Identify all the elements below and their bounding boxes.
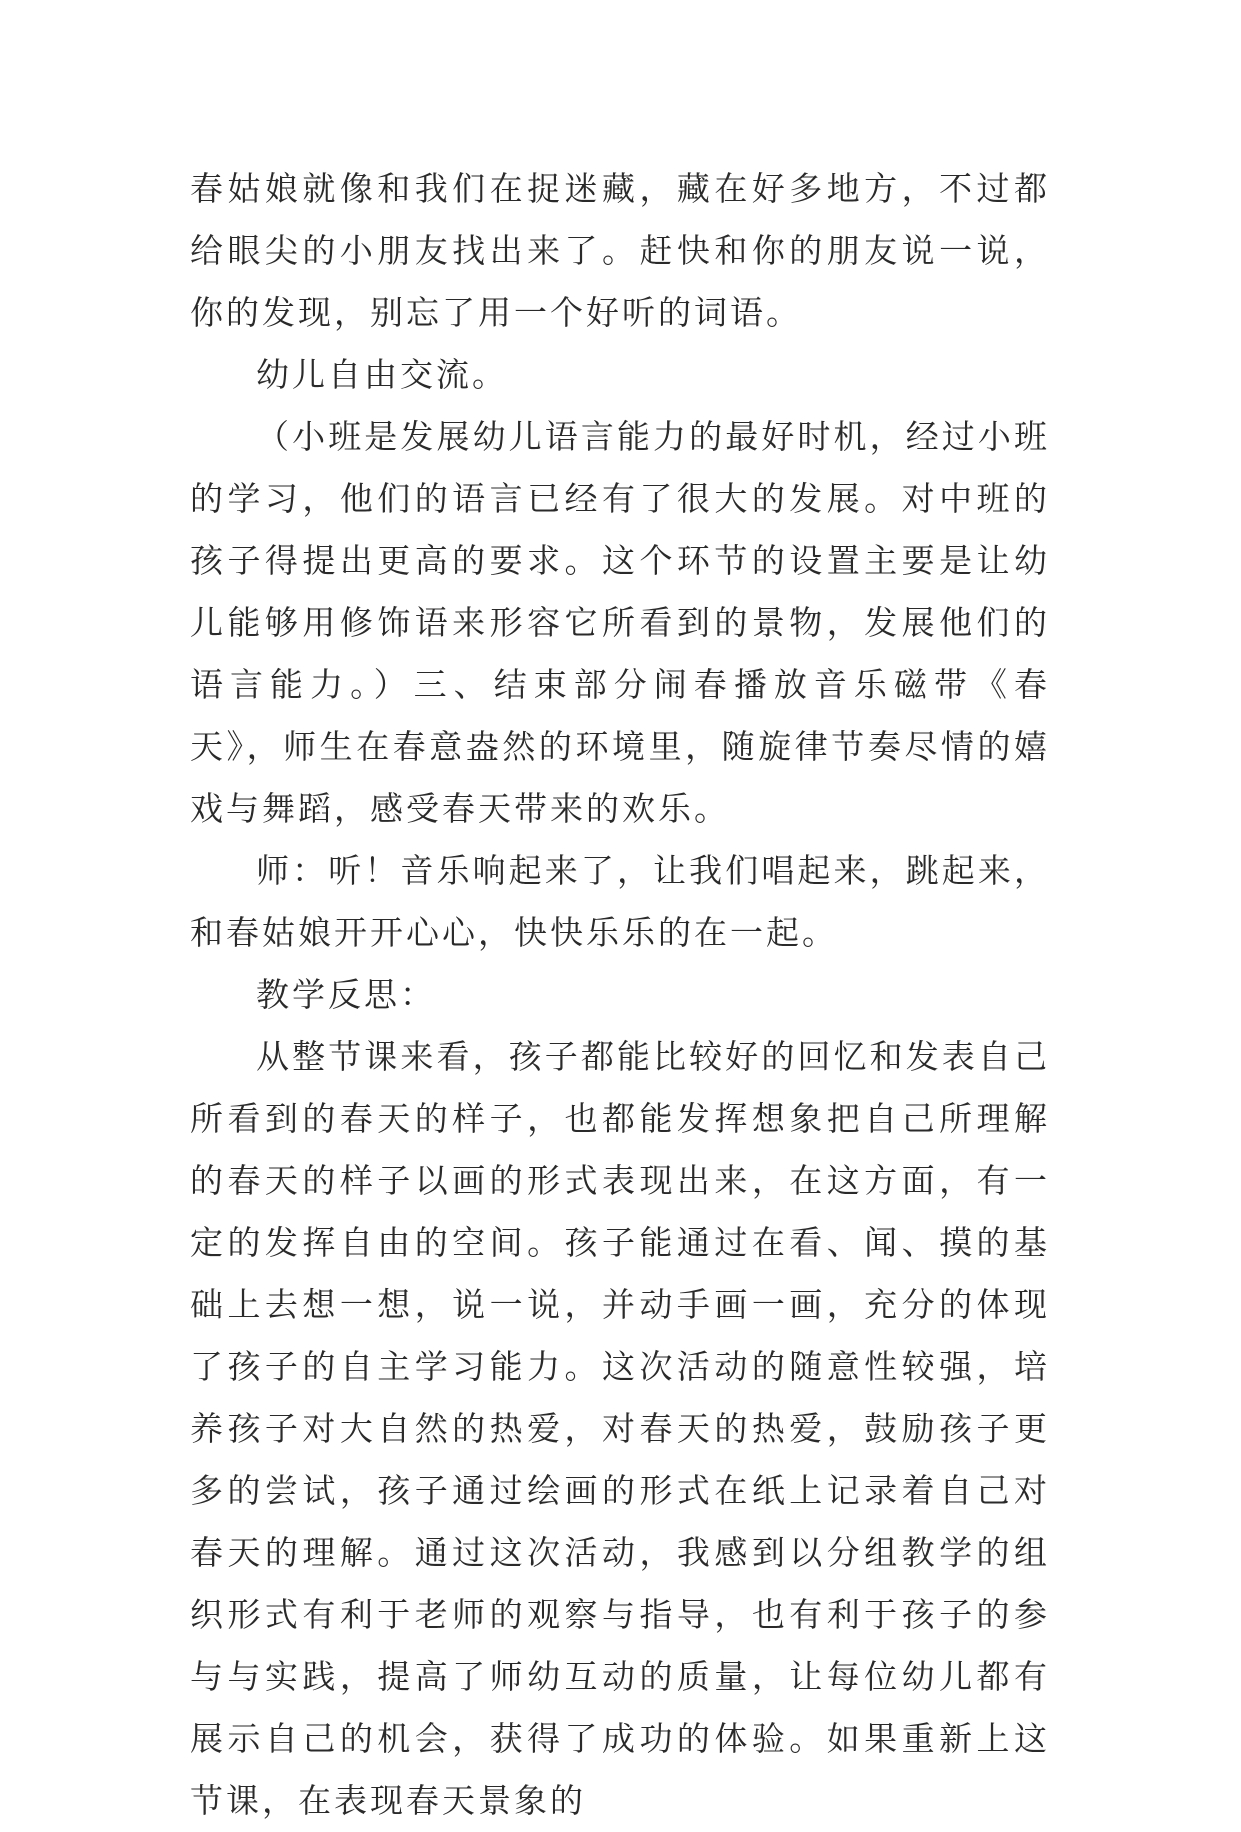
document-body xyxy=(190,158,1050,1832)
paragraph-1: 春姑娘就像和我们在捉迷藏，藏在好多地方，不过都给眼尖的小朋友找出来了。赶快和你的朋友说一说，你的发现，别忘了用一个好听的词语。 xyxy=(190,169,1050,332)
paragraph-6: 从整节课来看，孩子都能比较好的回忆和发表自己所看到的春天的样子，也都能发挥想象把自己所理解的春天的样子以画的形式表现出来，在这方面，有一定的发挥自由的空间。孩子能通过在看、闻、摸的基础上去想一想，说一说，并动手画一画，充分的体现了孩子的自主学习能力。这次活动的随意性较强，培养孩子对大自然的热爱，对春天的热爱，鼓励孩子更多的尝试，孩子通过绘画的形式在纸上记录着自己对春天的理解。通过这次活动，我感到以分组教学的组织形式有利于老师的观察与指导，也有利于孩子的参与与实践，提高了师幼互动的质量，让每位幼儿都有展示自己的机会，获得了成功的体验。如果重新上这节课，在表现春天景象的 xyxy=(190,1037,1050,1820)
paragraph-4: 师：听！音乐响起来了，让我们唱起来，跳起来，和春姑娘开开心心，快快乐乐的在一起。 xyxy=(190,851,1050,952)
paragraph-2: 幼儿自由交流。 xyxy=(256,355,508,394)
paragraph-3: （小班是发展幼儿语言能力的最好时机，经过小班的学习，他们的语言已经有了很大的发展。对中班的孩子得提出更高的要求。这个环节的设置主要是让幼儿能够用修饰语来形容它所看到的景物，发展他们的语言能力。）三、结束部分闹春播放音乐磁带《春天》，师生在春意盎然的环境里，随旋律节奏尽情的嬉戏与舞蹈，感受春天带来的欢乐。 xyxy=(190,417,1050,828)
paragraph-5: 教学反思： xyxy=(256,975,436,1014)
